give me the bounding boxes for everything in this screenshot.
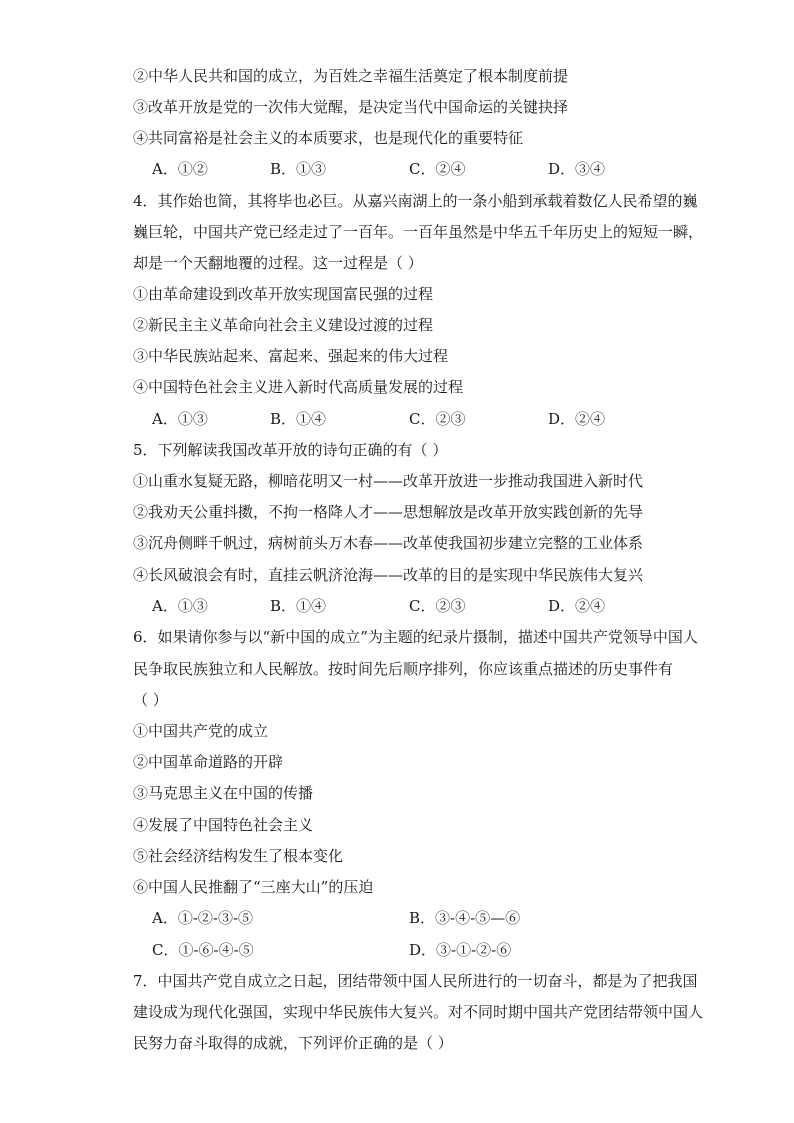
q4-stem-line-1: 4．其作始也简，其将毕也必巨。从嘉兴南湖上的一条小船到承载着数亿人民希望的巍 [133, 192, 698, 210]
q5-option-c: C．②③ [409, 597, 466, 615]
q3-statement-2: ②中华人民共和国的成立，为百姓之幸福生活奠定了根本制度前提 [133, 67, 569, 85]
q6-stem-line-2: 民争取民族独立和人民解放。按时间先后顺序排列，你应该重点描述的历史事件有 [133, 660, 674, 678]
q6-statement-2: ②中国革命道路的开辟 [133, 753, 284, 771]
q5-statement-4: ④长风破浪会有时，直挂云帆济沧海——改革的目的是实现中华民族伟大复兴 [133, 566, 644, 584]
q5-statement-2: ②我劝天公重抖擞，不拘一格降人才——思想解放是改革开放实践创新的先导 [133, 503, 644, 521]
q6-options-row-1 [152, 908, 672, 928]
q3-option-b: B．①③ [270, 160, 327, 178]
q5-stem: 5．下列解读我国改革开放的诗句正确的有（ ） [133, 441, 448, 459]
q4-option-d: D．②④ [548, 410, 606, 428]
q3-option-d: D．③④ [548, 160, 606, 178]
q4-stem-line-2: 巍巨轮，中国共产党已经走过了一百年。一百年虽然是中华五千年历史上的短短一瞬， [133, 223, 704, 241]
q6-options-row-2 [152, 940, 672, 960]
q4-statement-4: ④中国特色社会主义进入新时代高质量发展的过程 [133, 378, 464, 396]
q5-option-d: D．②④ [548, 597, 606, 615]
q3-statement-4: ④共同富裕是社会主义的本质要求，也是现代化的重要特征 [133, 129, 524, 147]
q6-option-a: A．①-②-③-⑤ [152, 909, 254, 927]
q4-statement-1: ①由革命建设到改革开放实现国富民强的过程 [133, 285, 434, 303]
q3-option-c: C．②④ [409, 160, 466, 178]
q4-stem-line-3: 却是一个天翻地覆的过程。这一过程是（ ） [133, 254, 423, 272]
q3-options [152, 159, 672, 179]
q4-option-b: B．①④ [270, 410, 327, 428]
q4-option-a: A．①③ [152, 410, 208, 428]
q4-statement-3: ③中华民族站起来、富起来、强起来的伟大过程 [133, 347, 449, 365]
q6-option-c: C．①-⑥-④-⑤ [152, 941, 254, 959]
q5-statement-1: ①山重水复疑无路，柳暗花明又一村——改革开放进一步推动我国进入新时代 [133, 472, 644, 490]
q7-stem-line-2: 建设成为现代化强国，实现中华民族伟大复兴。对不同时期中国共产党团结带领中国人 [133, 1003, 704, 1021]
q5-option-a: A．①③ [152, 597, 208, 615]
q6-statement-6: ⑥中国人民推翻了“三座大山”的压迫 [133, 878, 374, 896]
q4-options [152, 409, 672, 429]
q6-stem-line-3: （ ） [133, 691, 168, 709]
q6-statement-3: ③马克思主义在中国的传播 [133, 784, 314, 802]
q3-statement-3: ③改革开放是党的一次伟大觉醒，是决定当代中国命运的关键抉择 [133, 98, 569, 116]
q3-option-a: A．①② [152, 160, 208, 178]
q6-stem-line-1: 6．如果请你参与以“新中国的成立”为主题的纪录片摄制，描述中国共产党领导中国人 [133, 628, 698, 646]
q4-option-c: C．②③ [409, 410, 466, 428]
q5-statement-3: ③沉舟侧畔千帆过，病树前头万木春——改革使我国初步建立完整的工业体系 [133, 534, 644, 552]
q7-stem-line-3: 民努力奋斗取得的成就，下列评价正确的是（ ） [133, 1034, 453, 1052]
q6-statement-5: ⑤社会经济结构发生了根本变化 [133, 847, 344, 865]
q5-option-b: B．①④ [270, 597, 327, 615]
q6-statement-1: ①中国共产党的成立 [133, 722, 269, 740]
q6-statement-4: ④发展了中国特色社会主义 [133, 816, 314, 834]
q5-options [152, 596, 672, 616]
q4-statement-2: ②新民主主义革命向社会主义建设过渡的过程 [133, 316, 434, 334]
q7-stem-line-1: 7．中国共产党自成立之日起，团结带领中国人民所进行的一切奋斗，都是为了把我国 [133, 972, 698, 990]
q6-option-d: D．③-①-②-⑥ [409, 941, 512, 959]
q6-option-b: B．③-④-⑤—⑥ [409, 909, 521, 927]
